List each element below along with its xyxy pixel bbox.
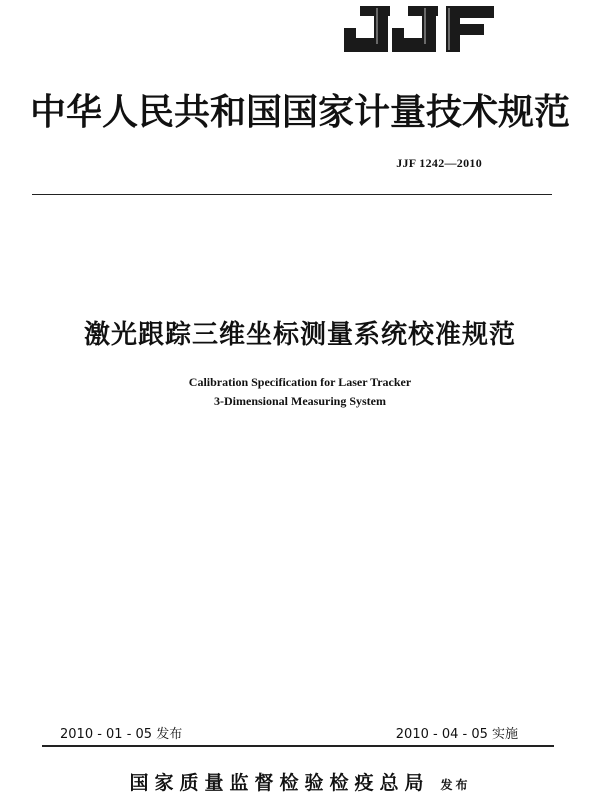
footer-divider (42, 745, 554, 747)
standard-authority-title: 中华人民共和国国家计量技术规范 (29, 91, 570, 133)
document-title-english-line2: 3-Dimensional Measuring System (214, 394, 386, 408)
jjf-logo-mark (338, 4, 498, 58)
issue-date: 2010 - 01 - 05 发布 (60, 727, 183, 742)
document-number: JJF 1242—2010 (396, 156, 482, 170)
jjf-logo (338, 4, 498, 58)
publisher-line (0, 768, 600, 795)
document-title-english-line1: Calibration Specification for Laser Tracker (188, 375, 412, 389)
publisher-suffix: 发布 (440, 778, 471, 792)
header-divider (32, 194, 552, 195)
effective-date: 2010 - 04 - 05 实施 (395, 727, 518, 742)
document-title-chinese: 激光跟踪三维坐标测量系统校准规范 (83, 320, 516, 350)
publisher-name: 国家质量监督检验检疫总局 (129, 772, 430, 794)
